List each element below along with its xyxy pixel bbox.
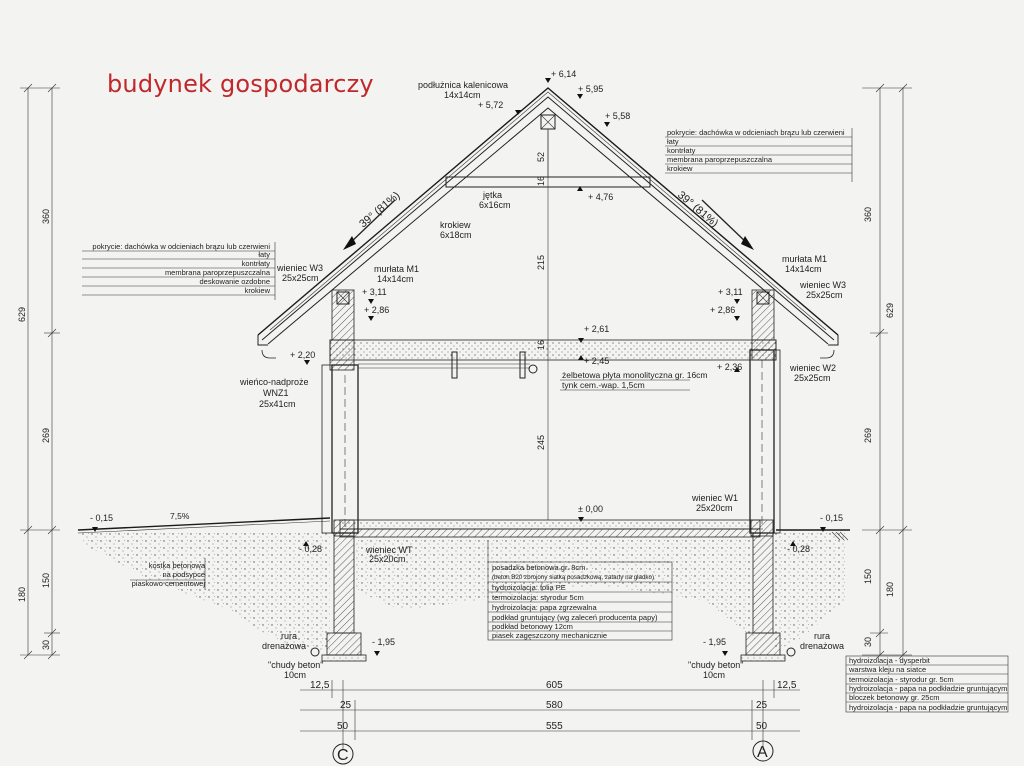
- knee-wall-right: [752, 290, 774, 340]
- lean-right-1: "chudy beton": [688, 660, 744, 670]
- gutter-left: [262, 350, 276, 358]
- floor-layer-0: posadzka betonowa gr. 8cm: [492, 563, 586, 572]
- foundation-layer-0: hydroizolacja - dysperbit: [849, 656, 930, 665]
- floor-layer-2: hydroizolacja: folia PE: [492, 583, 566, 592]
- level-245: + 2,45: [584, 356, 610, 366]
- axis-label-c: C: [337, 747, 349, 764]
- detail-circle: [529, 365, 537, 373]
- dim-left-269: 269: [41, 427, 51, 443]
- level-286-left: + 2,86: [364, 305, 390, 315]
- dim-right-30: 30: [863, 636, 873, 647]
- dim-245: 245: [536, 434, 546, 450]
- lean-concrete-right: [741, 655, 785, 661]
- level-195-left: - 1,95: [372, 637, 396, 647]
- dim-left-150: 150: [41, 572, 51, 588]
- level-220: + 2,20: [290, 350, 316, 360]
- level-558: + 5,58: [605, 111, 631, 121]
- ring-beam-wt-size: 25x20cm: [369, 554, 406, 564]
- dim-16a: 16: [536, 175, 546, 186]
- ring-beam-wt: [334, 520, 354, 536]
- footing-right: [746, 633, 780, 655]
- rafter-label: krokiew: [440, 220, 471, 230]
- footing-left: [327, 633, 361, 655]
- level-ridge-top: + 6,14: [551, 69, 577, 79]
- level-286-right: + 2,86: [710, 305, 736, 315]
- level-595: + 5,95: [578, 84, 604, 94]
- dim-right-180: 180: [885, 581, 895, 597]
- lintel-code: WNZ1: [263, 388, 289, 398]
- knee-wall-left: [332, 290, 354, 340]
- floor-layer-1: (beton B20 zbrojony siatką posadzkową, zatarty na gładko): [492, 574, 654, 581]
- gutter-right: [820, 350, 834, 358]
- ring-beam-w2-block: [752, 340, 776, 360]
- collar-size: 6x16cm: [479, 200, 511, 210]
- slope-label: 7,5%: [170, 511, 190, 521]
- pitch-right: 39° (81%): [675, 189, 721, 230]
- foundation-wall-left: [334, 533, 354, 633]
- dim-25-left: 25: [340, 700, 352, 711]
- drain-left-1: rura: [281, 631, 298, 641]
- roof-left-layer-0: pokrycie: dachówka w odcieniach brązu lub czerwieni: [92, 242, 270, 251]
- floor-subbase: [340, 529, 760, 537]
- foundation-layer-2: termoizolacja - styrodur gr. 5cm: [849, 675, 954, 684]
- slab-note-2: tynk cem.-wap. 1,5cm: [562, 380, 645, 390]
- pitch-left: 39° (81%): [357, 189, 403, 231]
- drawing-title: budynek gospodarczy: [107, 70, 374, 98]
- ground-line-left: [78, 518, 330, 530]
- dim-right-269: 269: [863, 427, 873, 443]
- ring-beam-w3-right-label: wieniec W3: [800, 280, 847, 290]
- wall-plate-left-label: murłata M1: [374, 264, 420, 274]
- floor-layer-7: piasek zagęszczony mechanicznie: [492, 631, 608, 640]
- foundation-layer-3: hydroizolacja - papa na podkładzie gruntującym: [849, 684, 1008, 693]
- floor-layer-3: termoizolacja: styrodur 5cm: [492, 593, 584, 602]
- dim-ticks-left: [20, 84, 60, 659]
- roof-right-layer-3: membrana paroprzepuszczalna: [667, 155, 773, 164]
- floor-layer-5: podkład gruntujący (wg zaleceń producenta papy): [492, 613, 658, 622]
- dim-215: 215: [536, 254, 546, 270]
- level-015-right: - 0,15: [820, 513, 844, 523]
- dim-left-30: 30: [41, 639, 51, 650]
- ring-beam-w3-left-label: wieniec W3: [277, 263, 324, 273]
- dim-left-629: 629: [17, 306, 27, 322]
- dim-125-right: 12,5: [777, 680, 797, 691]
- level-572: + 5,72: [478, 100, 504, 110]
- level-028-left: - 0,28: [299, 544, 323, 554]
- drain-right-1: rura: [814, 631, 831, 641]
- lean-right-2: 10cm: [703, 670, 726, 680]
- dim-right-150: 150: [863, 568, 873, 584]
- lean-left-2: 10cm: [284, 670, 307, 680]
- floor-slab: [340, 520, 760, 529]
- lean-concrete-left: [322, 655, 366, 661]
- dim-605: 605: [546, 680, 563, 691]
- ring-beam-w1-size: 25x20cm: [696, 503, 733, 513]
- roof-right-layer-4: krokiew: [667, 164, 693, 173]
- foundation-layer-5: hydroizolacja - papa na podkładzie gruntującym: [849, 703, 1008, 712]
- level-015-left: - 0,15: [90, 513, 114, 523]
- lintel-wnz1: [330, 340, 354, 370]
- roof-left-layer-5: krokiew: [244, 286, 270, 295]
- lintel-size: 25x41cm: [259, 399, 296, 409]
- drain-pipe-right: [787, 648, 795, 656]
- paving-line: [78, 521, 330, 533]
- dim-left-180: 180: [17, 586, 27, 602]
- slab-note-1: żelbetowa płyta monolityczna gr. 16cm: [562, 370, 708, 380]
- roof-left-layer-4: deskowanie ozdobne: [199, 277, 270, 286]
- paving-note-3: piaskowo cementowej: [131, 579, 205, 588]
- collar-level: + 4,76: [588, 192, 614, 202]
- level-236: + 2,36: [717, 362, 743, 372]
- level-000: ± 0,00: [578, 504, 603, 514]
- ring-beam-w2-label: wieniec W2: [790, 363, 837, 373]
- paving-note-2: na podsypce: [162, 570, 205, 579]
- roof-left-layer-2: kontrłaty: [241, 259, 270, 268]
- rafter-size: 6x18cm: [440, 230, 472, 240]
- ceiling-slab: [330, 340, 776, 360]
- dim-50-right: 50: [756, 721, 768, 732]
- axis-label-a: A: [757, 744, 768, 761]
- roof-right-layer-2: kontrłaty: [667, 146, 696, 155]
- foundation-layer-1: warstwa kleju na siatce: [849, 665, 927, 674]
- dim-16b: 16: [536, 339, 546, 350]
- wall-plate-left-size: 14x14cm: [377, 274, 414, 284]
- level-311-right: + 3,11: [718, 287, 743, 297]
- dim-555: 555: [546, 721, 563, 732]
- ring-beam-w2-size: 25x25cm: [794, 373, 831, 383]
- pitch-arrowhead-right: [741, 236, 754, 250]
- foundation-layer-4: bloczek betonowy gr. 25cm: [849, 693, 940, 702]
- dim-left-360: 360: [41, 208, 51, 224]
- dim-52: 52: [536, 151, 546, 162]
- ring-beam-w3-left-size: 25x25cm: [282, 273, 319, 283]
- dim-right-629: 629: [885, 302, 895, 318]
- floor-layer-6: podkład betonowy 12cm: [492, 622, 573, 631]
- level-261: + 2,61: [584, 324, 610, 334]
- roof-right-layer-0: pokrycie: dachówka w odcieniach brązu lub czerwieni: [667, 128, 845, 137]
- dim-25-right: 25: [756, 700, 768, 711]
- ridge-label: podłużnica kalenicowa: [418, 80, 509, 90]
- pitch-arrowhead-left: [343, 236, 356, 250]
- drain-right-2: drenażowa: [800, 641, 845, 651]
- roof-left-layer-1: łaty: [258, 250, 270, 259]
- insulation-left: [322, 365, 332, 533]
- floor-layer-4: hydroizolacja: papa zgrzewalna: [492, 603, 597, 612]
- level-311-left: + 3,11: [362, 287, 387, 297]
- dim-50-left: 50: [337, 721, 349, 732]
- roof-left-layer-3: membrana paroprzepuszczalna: [164, 268, 270, 277]
- ring-beam-w1-label: wieniec W1: [692, 493, 739, 503]
- dim-right-360: 360: [863, 206, 873, 222]
- ring-beam-w1: [751, 520, 773, 536]
- foundation-wall-right: [753, 533, 773, 633]
- ridge-size: 14x14cm: [444, 90, 481, 100]
- insulation-right: [774, 350, 780, 533]
- drain-left-2: drenażowa: [262, 641, 307, 651]
- dim-580: 580: [546, 700, 563, 711]
- dim-125-left: 12,5: [310, 680, 330, 691]
- wall-plate-right-label: murłata M1: [782, 254, 828, 264]
- lintel-label: wieńco-nadproże: [240, 377, 309, 387]
- wall-plate-right-size: 14x14cm: [785, 264, 822, 274]
- roof-right-layer-1: łaty: [667, 137, 679, 146]
- paving-note-1: kostka betonowa: [148, 561, 205, 570]
- level-028-right: - 0,28: [787, 544, 811, 554]
- level-195-right: - 1,95: [703, 637, 727, 647]
- ring-beam-w3-right-size: 25x25cm: [806, 290, 843, 300]
- lean-left-1: "chudy beton": [268, 660, 324, 670]
- ring-beam-wt-label: wieniec WT: [366, 545, 413, 555]
- collar-label: jętka: [483, 190, 503, 200]
